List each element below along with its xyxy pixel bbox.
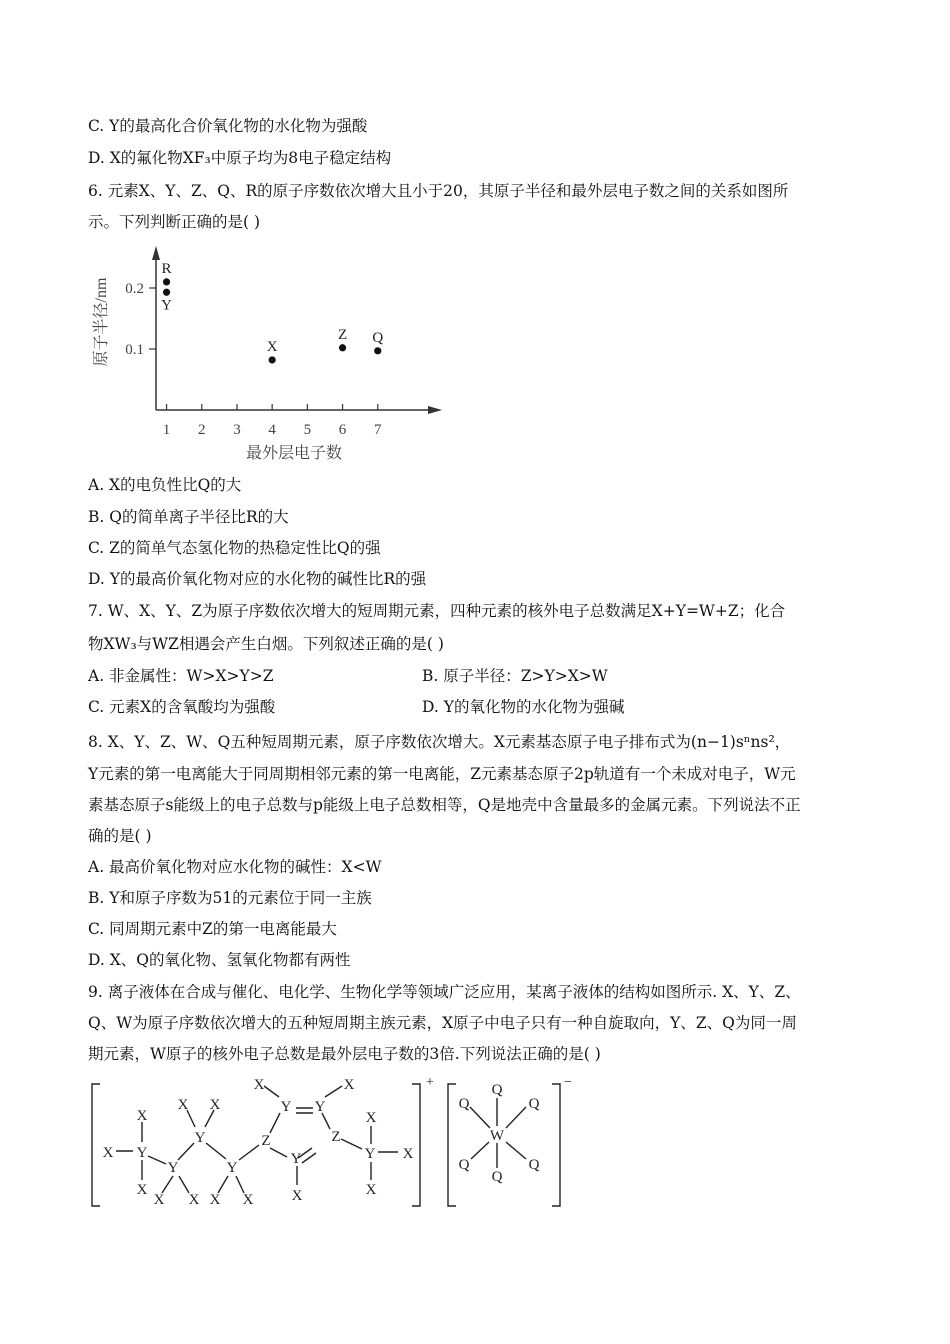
svg-text:X: X (402, 1146, 414, 1162)
svg-text:Y: Y (136, 1145, 148, 1161)
option-8d: D. X、Q的氧化物、氢氧化物都有两性 (88, 951, 351, 969)
x-tick-label-1: 1 (162, 422, 171, 438)
x-tick-label-6: 6 (338, 422, 347, 438)
svg-text:X: X (136, 1182, 148, 1198)
svg-text:X: X (343, 1077, 355, 1093)
y-tick-label-0.1: 0.1 (125, 342, 144, 358)
question-9-line-3: 期元素，W原子的核外电子总数是最外层电子数的3倍.下列说法正确的是( ) (88, 1045, 601, 1063)
point-label-Q: Q (372, 329, 384, 346)
svg-text:Q: Q (491, 1169, 503, 1185)
svg-text:X: X (136, 1108, 148, 1124)
anion-right-bracket (552, 1084, 560, 1206)
svg-text:X: X (242, 1192, 254, 1208)
question-8-line-2: Y元素的第一电离能大于同周期相邻元素的第一电离能，Z元素基态原子2p轨道有一个未成对电子，W元 (88, 765, 796, 783)
point-X (269, 356, 276, 363)
svg-text:X: X (365, 1182, 377, 1198)
y-axis-label: 原子半径/nm (93, 277, 110, 367)
y-tick-label-0.2: 0.2 (125, 281, 144, 297)
option-6a: A. X的电负性比Q的大 (88, 476, 242, 494)
svg-text:Y: Y (194, 1130, 206, 1146)
question-8-line-1: 8. X、Y、Z、W、Q五种短周期元素，原子序数依次增大。X元素基态原子电子排布式为(n−1)sⁿns²， (88, 733, 791, 751)
x-tick-label-5: 5 (303, 422, 312, 438)
option-8c: C. 同周期元素中Z的第一电离能最大 (88, 920, 337, 938)
svg-text:Z: Z (331, 1129, 341, 1145)
cation-right-bracket (412, 1084, 420, 1206)
svg-text:Y: Y (314, 1099, 326, 1115)
svg-text:X: X (188, 1192, 200, 1208)
x-axis-arrow (428, 406, 442, 414)
x-axis-label: 最外层电子数 (245, 445, 343, 462)
question-6-line-2: 示。下列判断正确的是( ) (88, 213, 261, 231)
svg-text:X: X (177, 1097, 189, 1113)
point-label-X: X (266, 338, 278, 355)
cation-charge: + (426, 1075, 434, 1090)
x-tick-label-3: 3 (233, 422, 241, 438)
svg-text:Y: Y (290, 1151, 302, 1167)
question-7-line-2: 物XW₃与WZ相遇会产生白烟。下列叙述正确的是( ) (88, 635, 444, 653)
option-7b: B. 原子半径：Z>Y>X>W (422, 667, 608, 685)
option-6d: D. Y的最高价氧化物对应的水化物的碱性比R的强 (88, 570, 427, 588)
option-8b: B. Y和原子序数为51的元素位于同一主族 (88, 889, 372, 907)
svg-text:W: W (489, 1128, 505, 1144)
cation-left-bracket (92, 1084, 100, 1206)
x-tick-label-7: 7 (374, 422, 382, 438)
option-7c: C. 元素X的含氧酸均为强酸 (88, 698, 276, 716)
svg-text:X: X (209, 1192, 221, 1208)
question-8-line-3: 素基态原子s能级上的电子总数与p能级上电子总数相等，Q是地壳中含量最多的金属元素。下列说法不正 (88, 796, 801, 814)
svg-text:Q: Q (528, 1096, 540, 1112)
question-7-line-1: 7. W、X、Y、Z为原子序数依次增大的短周期元素，四种元素的核外电子总数满足X+Y=W+Z；化合 (88, 602, 786, 620)
point-R (163, 278, 170, 285)
anion-left-bracket (448, 1084, 456, 1206)
ionic-liquid-structure (80, 1070, 580, 1220)
question-6-line-1: 6. 元素X、Y、Z、Q、R的原子序数依次增大且小于20，其原子半径和最外层电子数之间的关系如图所 (88, 182, 789, 200)
option-6b: B. Q的简单离子半径比R的大 (88, 508, 289, 526)
svg-text:Y: Y (364, 1146, 376, 1162)
structure-atom-labels (103, 1077, 540, 1208)
point-Z (339, 344, 346, 351)
y-axis-arrow (152, 246, 160, 260)
svg-text:X: X (102, 1145, 114, 1161)
svg-text:Q: Q (458, 1157, 470, 1173)
option-8a: A. 最高价氧化物对应水化物的碱性：X<W (88, 858, 382, 876)
svg-text:X: X (291, 1188, 303, 1204)
svg-text:Q: Q (458, 1096, 470, 1112)
svg-text:X: X (209, 1097, 221, 1113)
option-5c: C. Y的最高化合价氧化物的水化物为强酸 (88, 117, 368, 135)
point-label-Y: Y (161, 297, 172, 314)
x-tick-label-2: 2 (198, 422, 206, 438)
svg-text:Y: Y (226, 1160, 238, 1176)
option-7a: A. 非金属性：W>X>Y>Z (88, 667, 274, 685)
point-Q (374, 347, 381, 354)
x-tick-label-4: 4 (268, 422, 276, 438)
svg-text:X: X (365, 1110, 377, 1126)
question-8-line-4: 确的是( ) (88, 827, 152, 845)
point-Y (163, 289, 170, 296)
point-label-Z: Z (337, 326, 348, 343)
svg-text:X: X (253, 1077, 265, 1093)
svg-text:Y: Y (280, 1099, 292, 1115)
svg-text:Y: Y (167, 1160, 179, 1176)
option-7d: D. Y的氧化物的水化物为强碱 (422, 698, 625, 716)
svg-text:X: X (153, 1192, 165, 1208)
svg-text:Q: Q (491, 1082, 503, 1098)
anion-charge: − (564, 1075, 572, 1090)
option-6c: C. Z的简单气态氢化物的热稳定性比Q的强 (88, 539, 381, 557)
question-9-line-2: Q、W为原子序数依次增大的五种短周期主族元素，X原子中电子只有一种自旋取向，Y、Z、Q为同一周 (88, 1014, 797, 1032)
svg-text:Q: Q (528, 1157, 540, 1173)
radius-vs-valence-chart (80, 238, 460, 468)
option-5d: D. X的氟化物XF₃中原子均为8电子稳定结构 (88, 149, 392, 167)
point-label-R: R (161, 260, 172, 277)
question-9-line-1: 9. 离子液体在合成与催化、电化学、生物化学等领域广泛应用，某离子液体的结构如图所示. X、Y、Z、 (88, 983, 801, 1001)
svg-text:Z: Z (261, 1133, 271, 1149)
